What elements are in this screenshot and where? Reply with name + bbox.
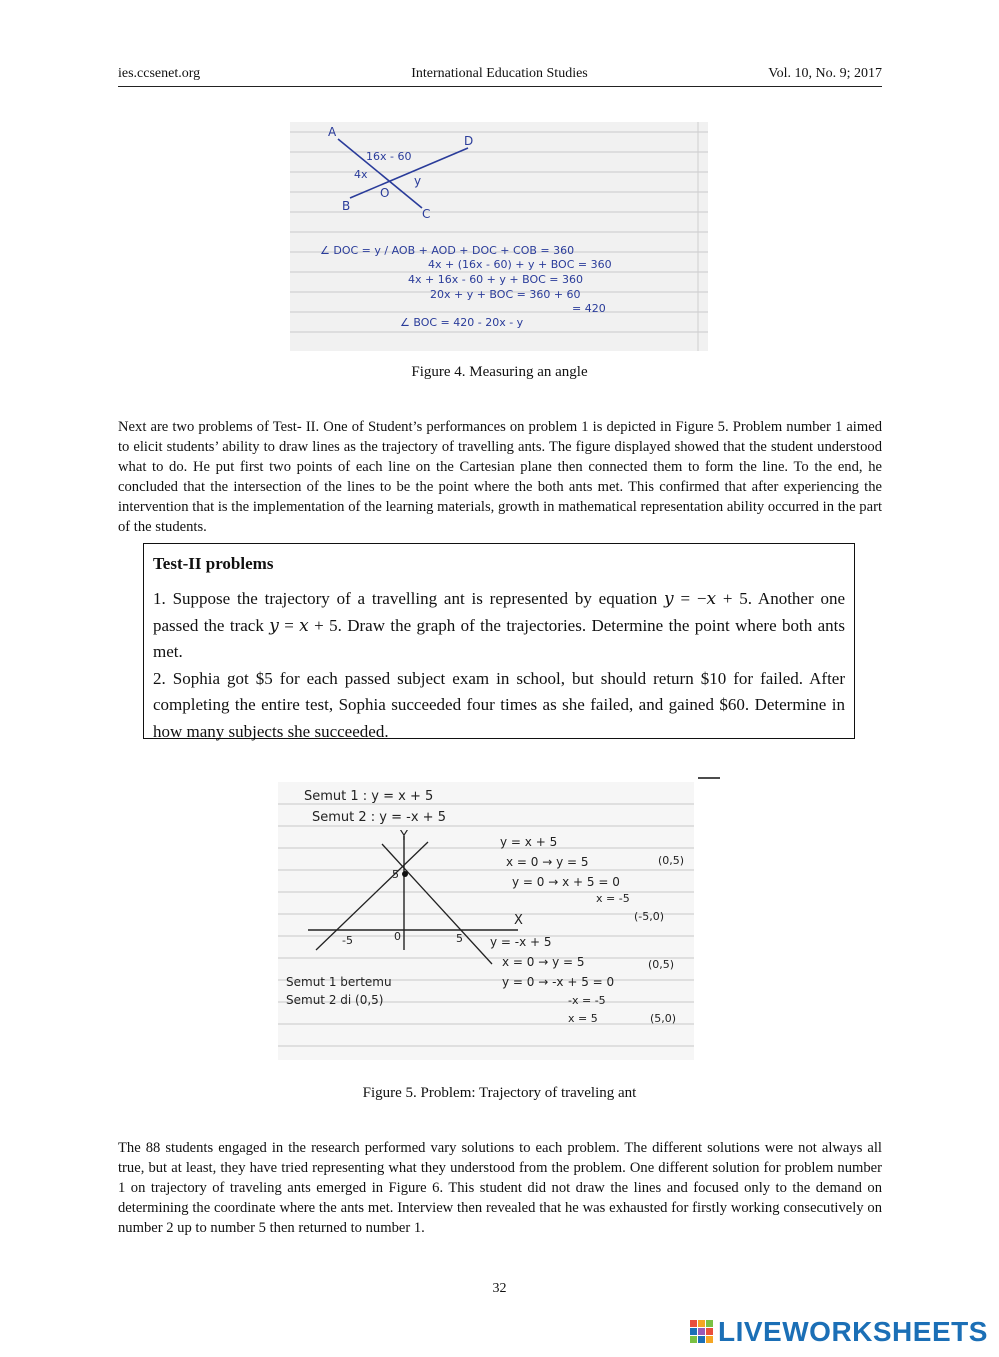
liveworksheets-watermark	[690, 1316, 988, 1348]
figure-5-caption: Figure 5. Problem: Trajectory of traveling ant	[362, 1085, 637, 1101]
label-c: C	[422, 207, 431, 221]
work-line-3: 4x + 16x - 60 + y + BOC = 360	[408, 273, 584, 286]
work-r9: x = 5	[568, 1012, 598, 1025]
liveworksheets-logo-icon	[690, 1320, 714, 1344]
conclusion-line-1: Semut 1 bertemu	[286, 975, 392, 989]
figure-4-caption: Figure 4. Measuring an angle	[411, 364, 588, 380]
work-line-2: 4x + (16x - 60) + y + BOC = 360	[428, 258, 612, 271]
tick-x-5: 5	[456, 932, 463, 945]
work-r4-point: (-5,0)	[634, 910, 665, 923]
label-a: A	[328, 125, 337, 139]
work-r8: -x = -5	[568, 994, 606, 1007]
work-r6-point: (0,5)	[648, 958, 675, 971]
work-r3: y = 0 → x + 5 = 0	[512, 875, 620, 889]
meeting-point	[402, 871, 408, 877]
work-r9-point: (5,0)	[650, 1012, 677, 1025]
problem-1-text: 1. Suppose the trajectory of a travelling ant is represented by equation 𝑦 = −𝑥 + 5. Another one passed the track 𝑦 = 𝑥 + 5. Draw the graph of the trajectories. Determine the point where both ants met.	[153, 589, 845, 661]
tick-y-5: 5	[392, 868, 399, 881]
test-ii-problems-box	[143, 543, 855, 739]
header-volume: Vol. 10, No. 9; 2017	[768, 66, 882, 81]
work-r2: x = 0 → y = 5	[506, 855, 589, 869]
work-r6: x = 0 → y = 5	[502, 955, 585, 969]
work-line-4: 20x + y + BOC = 360 + 60	[430, 288, 581, 301]
axis-label-x: X	[514, 913, 523, 928]
tick-origin: 0	[394, 930, 401, 943]
figure-5-image	[278, 774, 722, 1060]
semut-1-equation: Semut 1 : y = x + 5	[304, 789, 434, 804]
work-r1: y = x + 5	[500, 835, 558, 849]
body-paragraph-1: Next are two problems of Test- II. One of Student’s performances on problem 1 is depicted in Figure 5. Problem number 1 aimed to elicit students’ ability to draw lines as the trajectory of travelling ants. The figure displayed showed that the student understood what to do. He put first two points of each line on the Cartesian plane then connected them to form the line. To the end, he concluded that the intersection of the lines to be the point where the both ants met. This confirmed that after experiencing the intervention that is the implementation of the learning materials, growth in mathematical representation ability occurred in the part of the students.	[118, 419, 882, 535]
liveworksheets-wordmark: LIVEWORKSHEETS	[718, 1316, 988, 1347]
semut-2-equation: Semut 2 : y = -x + 5	[312, 810, 446, 825]
body-paragraph-2: The 88 students engaged in the research performed vary solutions to each problem. The different solutions were not always all true, but at least, they have tried representing what they understood from the problem. One different solution for problem number 1 on trajectory of traveling ants emerged in Figure 6. This student did not draw the lines and focused only to the demand on determining the coordinate where the ants met. Interview then revealed that he was exhausted for firstly working consecutively on number 2 up to number 5 then returned to number 1.	[118, 1140, 882, 1236]
test-ii-title: Test-II problems	[153, 554, 274, 573]
figure-4-image	[290, 122, 708, 351]
problem-2-text: 2. Sophia got $5 for each passed subject exam in school, but should return $10 for failed. After completing the entire test, Sophia succeeded four times as she failed, and gained $60. Determine in how many subjects she succeeded.	[153, 668, 845, 741]
work-r5: y = -x + 5	[490, 935, 552, 949]
label-b: B	[342, 199, 351, 213]
work-r4: x = -5	[596, 892, 630, 905]
work-line-5: = 420	[572, 302, 606, 315]
header-journal-title: International Education Studies	[411, 66, 588, 81]
axis-label-y: Y	[400, 829, 408, 844]
label-o: O	[380, 186, 390, 200]
work-r2-point: (0,5)	[658, 854, 685, 867]
header-rule	[118, 86, 882, 87]
expr-y: y	[414, 174, 422, 188]
work-line-6: ∠ BOC = 420 - 20x - y	[400, 316, 524, 329]
conclusion-line-2: Semut 2 di (0,5)	[286, 993, 384, 1007]
page-number: 32	[492, 1281, 507, 1296]
label-d: D	[464, 134, 474, 148]
header-journal-site: ies.ccsenet.org	[118, 66, 201, 81]
work-r7: y = 0 → -x + 5 = 0	[502, 975, 615, 989]
expr-16x-60: 16x - 60	[366, 150, 412, 163]
expr-4x: 4x	[354, 168, 368, 181]
tick-x-neg5: -5	[342, 934, 353, 947]
work-line-1: ∠ DOC = y / AOB + AOD + DOC + COB = 360	[320, 244, 575, 257]
